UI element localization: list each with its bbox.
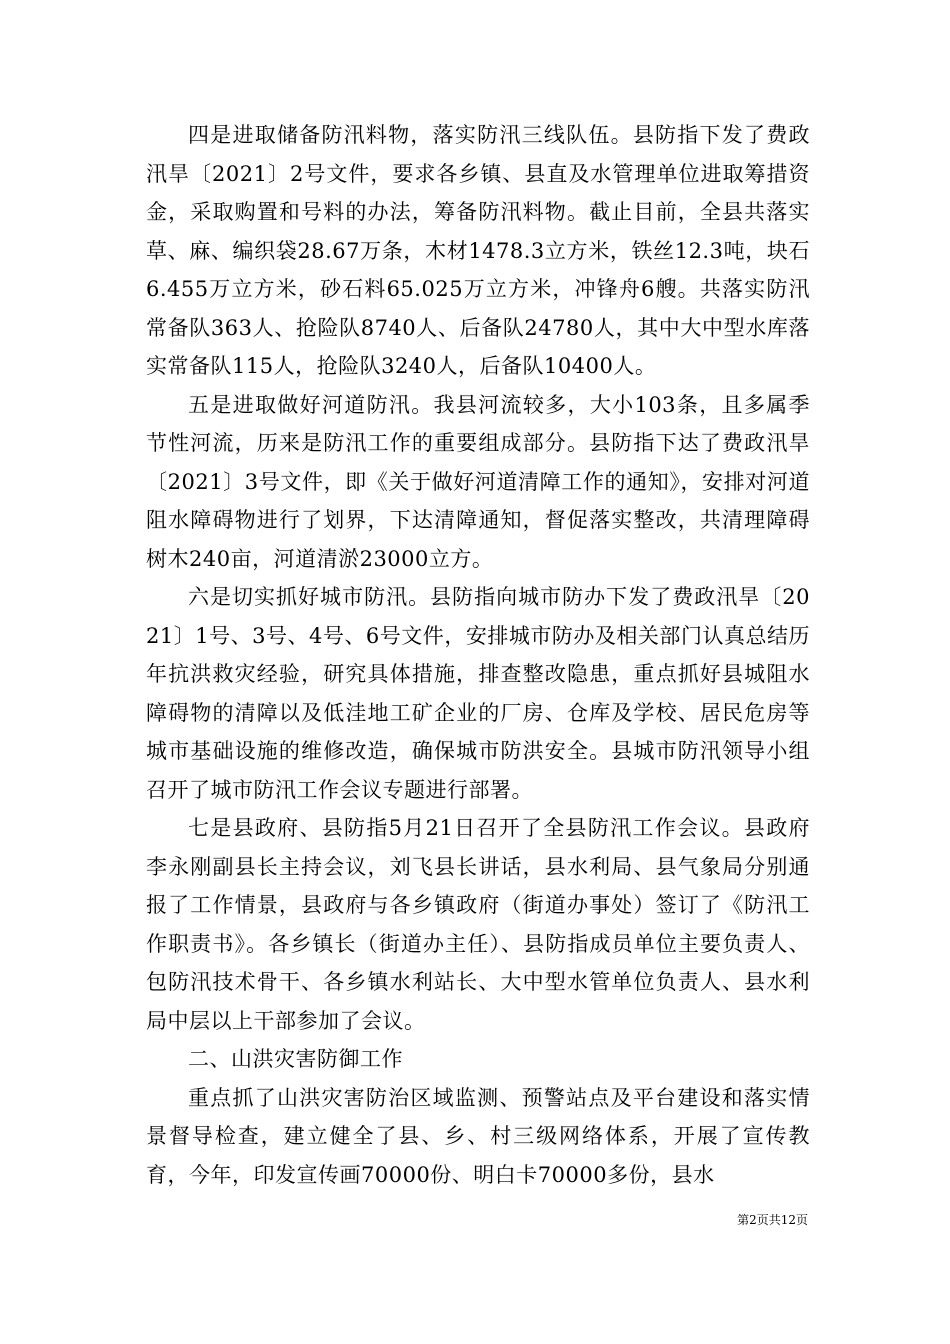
- paragraph-river-flood-control: 五是进取做好河道防汛。我县河流较多，大小103条，且多属季节性河流，历来是防汛工作的重要组成部分。县防指下达了费政汛旱〔2021〕3号文件，即《关于做好河道清障工作的通知》，安排对河道阻水障碍物进行了划界，下达清障通知，督促落实整改，共清理障碍树木240亩，河道清淤23000立方。: [146, 392, 810, 571]
- document-body: [146, 116, 810, 1194]
- page-number: 第2页共12页: [737, 1213, 808, 1227]
- paragraph-mountain-flood-work: 重点抓了山洪灾害防治区域监测、预警站点及平台建设和落实情景督导检查，建立健全了县、乡、村三级网络体系，开展了宣传教育，今年，印发宣传画70000份、明白卡70000多份，县水: [146, 1085, 810, 1187]
- paragraph-city-flood-control: 六是切实抓好城市防汛。县防指向城市防办下发了费政汛旱〔2021〕1号、3号、4号、6号文件，安排城市防办及相关部门认真总结历年抗洪救灾经验，研究具体措施，排查整改隐患，重点抓好县城阻水障碍物的清障以及低洼地工矿企业的厂房、仓库及学校、居民危房等城市基础设施的维修改造，确保城市防洪安全。县城市防汛领导小组召开了城市防汛工作会议专题进行部署。: [146, 585, 810, 802]
- paragraph-flood-materials: 四是进取储备防汛料物，落实防汛三线队伍。县防指下发了费政汛旱〔2021〕2号文件，要求各乡镇、县直及水管理单位进取筹措资金，采取购置和号料的办法，筹备防汛料物。截止目前，全县共落实草、麻、编织袋28.67万条，木材1478.3立方米，铁丝12.3吨，块石6.455万立方米，砂石料65.025万立方米，冲锋舟6艘。共落实防汛常备队363人、抢险队8740人、后备队24780人，其中大中型水库落实常备队115人，抢险队3240人，后备队10400人。: [146, 123, 810, 378]
- section-heading-mountain-flood: 二、山洪灾害防御工作: [188, 1047, 403, 1071]
- paragraph-flood-meeting: 七是县政府、县防指5月21日召开了全县防汛工作会议。县政府李永刚副县长主持会议，刘飞县长讲话，县水利局、县气象局分别通报了工作情景，县政府与各乡镇政府（街道办事处）签订了《防汛工作职责书》。各乡镇长（街道办主任）、县防指成员单位主要负责人、包防汛技术骨干、各乡镇水利站长、大中型水管单位负责人、县水利局中层以上干部参加了会议。: [146, 816, 810, 1033]
